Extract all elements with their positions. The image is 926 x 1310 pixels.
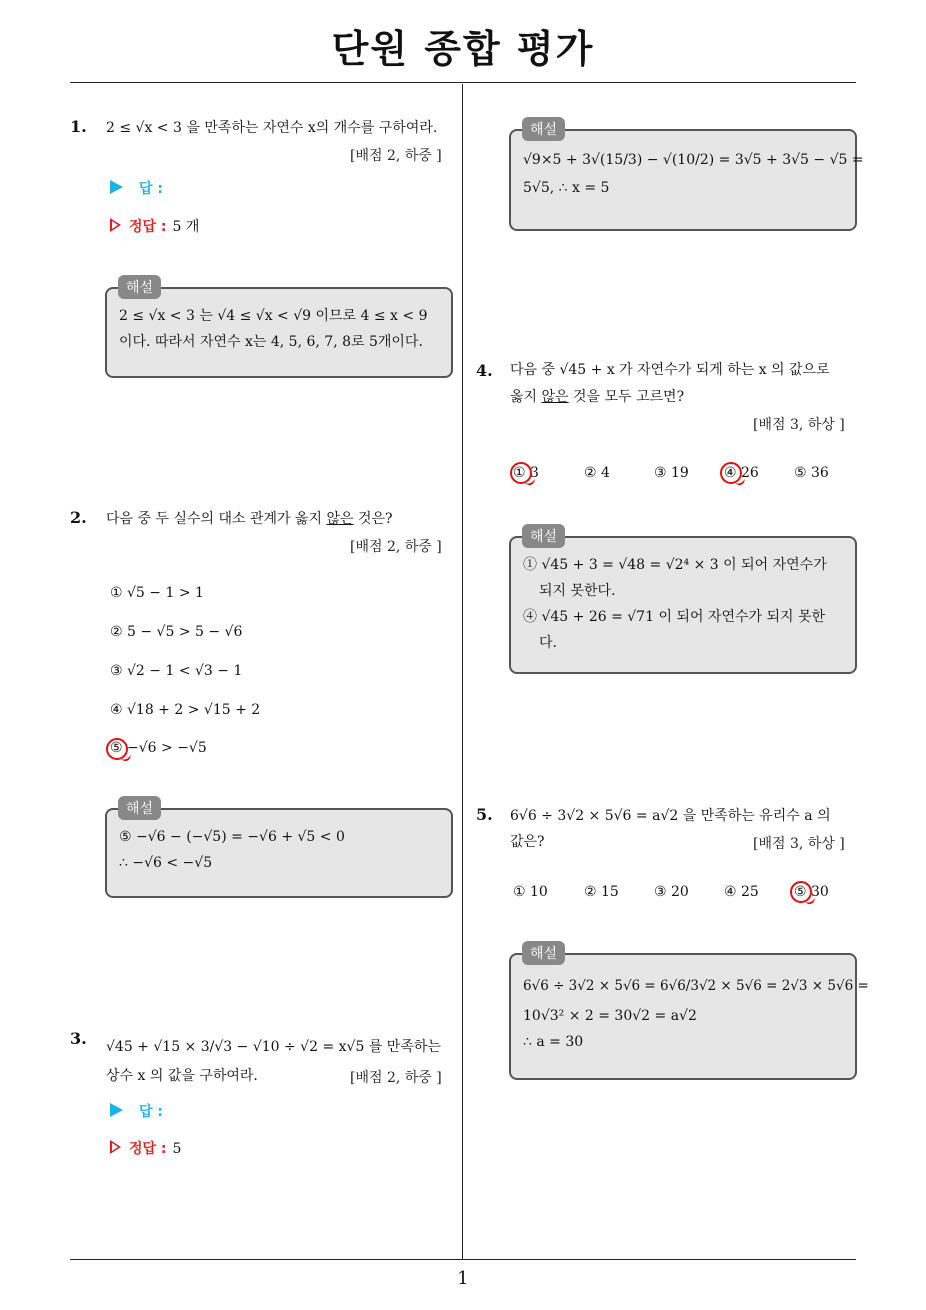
- q4-explanation-box: [509, 536, 857, 674]
- q5-choice-2[interactable]: ② 15: [584, 884, 619, 900]
- q4-expl-line-4: 다.: [539, 635, 557, 651]
- q2-expl-line-1: ⑤ −√6 − (−√5) = −√6 + √5 < 0: [119, 829, 345, 845]
- q1-number: 1.: [70, 117, 87, 136]
- q5-expl-line-3: ∴ a = 30: [523, 1034, 584, 1050]
- q3-answer-label: 답 :: [110, 1101, 163, 1121]
- q4-expl-line-3: ④ √45 + 26 = √71 이 되어 자연수가 되지 못한: [523, 609, 826, 625]
- play-icon: [110, 1103, 123, 1117]
- q2-choice-3[interactable]: ③ √2 − 1 < √3 − 1: [110, 663, 243, 679]
- q2-expl-line-2: ∴ −√6 < −√5: [119, 855, 213, 871]
- q5-selected-mark: [790, 881, 812, 903]
- q3-explanation-tag: 해설: [522, 117, 565, 141]
- q3-text-line-2: 상수 x 의 값을 구하여라.: [106, 1068, 258, 1084]
- q2-explanation-tag: 해설: [118, 796, 161, 820]
- q5-choice-3[interactable]: ③ 20: [654, 884, 689, 900]
- triangle-outline-icon: [110, 218, 121, 232]
- q2-text: 다음 중 두 실수의 대소 관계가 옳지 않은 것은?: [106, 511, 393, 527]
- q3-correct-answer: 정답 : 5: [110, 1138, 181, 1158]
- q4-choice-3[interactable]: ③ 19: [654, 465, 689, 481]
- q2-choice-1[interactable]: ① √5 − 1 > 1: [110, 585, 204, 601]
- q4-choice-1[interactable]: ① 3: [513, 465, 539, 481]
- q2-choice-5[interactable]: ⑤ −√6 > −√5: [110, 740, 207, 756]
- q1-text: 2 ≤ √x < 3 을 만족하는 자연수 x의 개수를 구하여라.: [106, 120, 438, 136]
- q4-number: 4.: [476, 361, 493, 380]
- q4-text-line-1: 다음 중 √45 + x 가 자연수가 되게 하는 x 의 값으로: [510, 362, 830, 378]
- q5-number: 5.: [476, 805, 493, 824]
- q4-meta: [배점 3, 하상 ]: [753, 417, 845, 433]
- q4-choice-2[interactable]: ② 4: [584, 465, 610, 481]
- q3-text-line-1: √45 + √15 × 3/√3 − √10 ÷ √2 = x√5 를 만족하는: [106, 1039, 441, 1055]
- q3-expl-line-2: 5√5, ∴ x = 5: [523, 180, 610, 196]
- q4-choice-5[interactable]: ⑤ 36: [794, 465, 829, 481]
- q4-expl-line-2: 되지 못한다.: [539, 583, 616, 599]
- bottom-rule: [70, 1259, 856, 1260]
- q5-expl-line-2: 10√3² × 2 = 30√2 = a√2: [523, 1008, 697, 1024]
- q3-meta: [배점 2, 하중 ]: [350, 1070, 442, 1086]
- q1-explanation-tag: 해설: [118, 275, 161, 299]
- q5-text-line-1: 6√6 ÷ 3√2 × 5√6 = a√2 을 만족하는 유리수 a 의: [510, 808, 831, 824]
- q3-number: 3.: [70, 1029, 87, 1048]
- q4-choice-4[interactable]: ④ 26: [724, 465, 759, 481]
- q5-expl-line-1: 6√6 ÷ 3√2 × 5√6 = 6√6/3√2 × 5√6 = 2√3 × 5√6 =: [523, 978, 869, 994]
- q2-choice-2[interactable]: ② 5 − √5 > 5 − √6: [110, 624, 243, 640]
- q1-explanation-box: [105, 287, 453, 378]
- q5-explanation-box: [509, 953, 869, 1080]
- q5-explanation-tag: 해설: [522, 941, 565, 965]
- q1-expl-line-2: 이다. 따라서 자연수 x는 4, 5, 6, 7, 8로 5개이다.: [119, 334, 423, 350]
- q4-selected-mark-4: [720, 462, 742, 484]
- q4-explanation-tag: 해설: [522, 524, 565, 548]
- q2-meta: [배점 2, 하중 ]: [350, 539, 442, 555]
- q4-expl-line-1: ① √45 + 3 = √48 = √2⁴ × 3 이 되어 자연수가: [523, 557, 827, 573]
- column-divider: [462, 84, 463, 1260]
- q1-expl-line-1: 2 ≤ √x < 3 는 √4 ≤ √x < √9 이므로 4 ≤ x < 9: [119, 308, 428, 324]
- play-icon: [110, 180, 123, 194]
- q4-text-line-2: 옳지 않은 것을 모두 고르면?: [510, 389, 685, 405]
- q2-choice-4[interactable]: ④ √18 + 2 > √15 + 2: [110, 702, 261, 718]
- q2-explanation-box: [105, 808, 453, 898]
- q3-explanation-box: [509, 129, 864, 231]
- q5-meta: [배점 3, 하상 ]: [753, 836, 845, 852]
- page-title: 단원 종합 평가: [331, 27, 595, 71]
- q5-choice-5[interactable]: ⑤ 30: [794, 884, 829, 900]
- q1-correct-answer: 정답 : 5 개: [110, 216, 199, 236]
- q5-choice-4[interactable]: ④ 25: [724, 884, 759, 900]
- q5-text-line-2: 값은?: [510, 834, 545, 850]
- q5-choice-1[interactable]: ① 10: [513, 884, 548, 900]
- q3-expl-line-1: √9×5 + 3√(15/3) − √(10/2) = 3√5 + 3√5 − √5 =: [523, 152, 864, 168]
- q2-number: 2.: [70, 508, 87, 527]
- page-number: 1: [457, 1268, 469, 1289]
- q1-answer-label: 답 :: [110, 178, 163, 198]
- top-rule: [70, 82, 856, 83]
- triangle-outline-icon: [110, 1140, 121, 1154]
- q1-meta: [배점 2, 하중 ]: [350, 148, 442, 164]
- q4-selected-mark-1: [510, 462, 532, 484]
- q2-selected-mark: [106, 738, 128, 760]
